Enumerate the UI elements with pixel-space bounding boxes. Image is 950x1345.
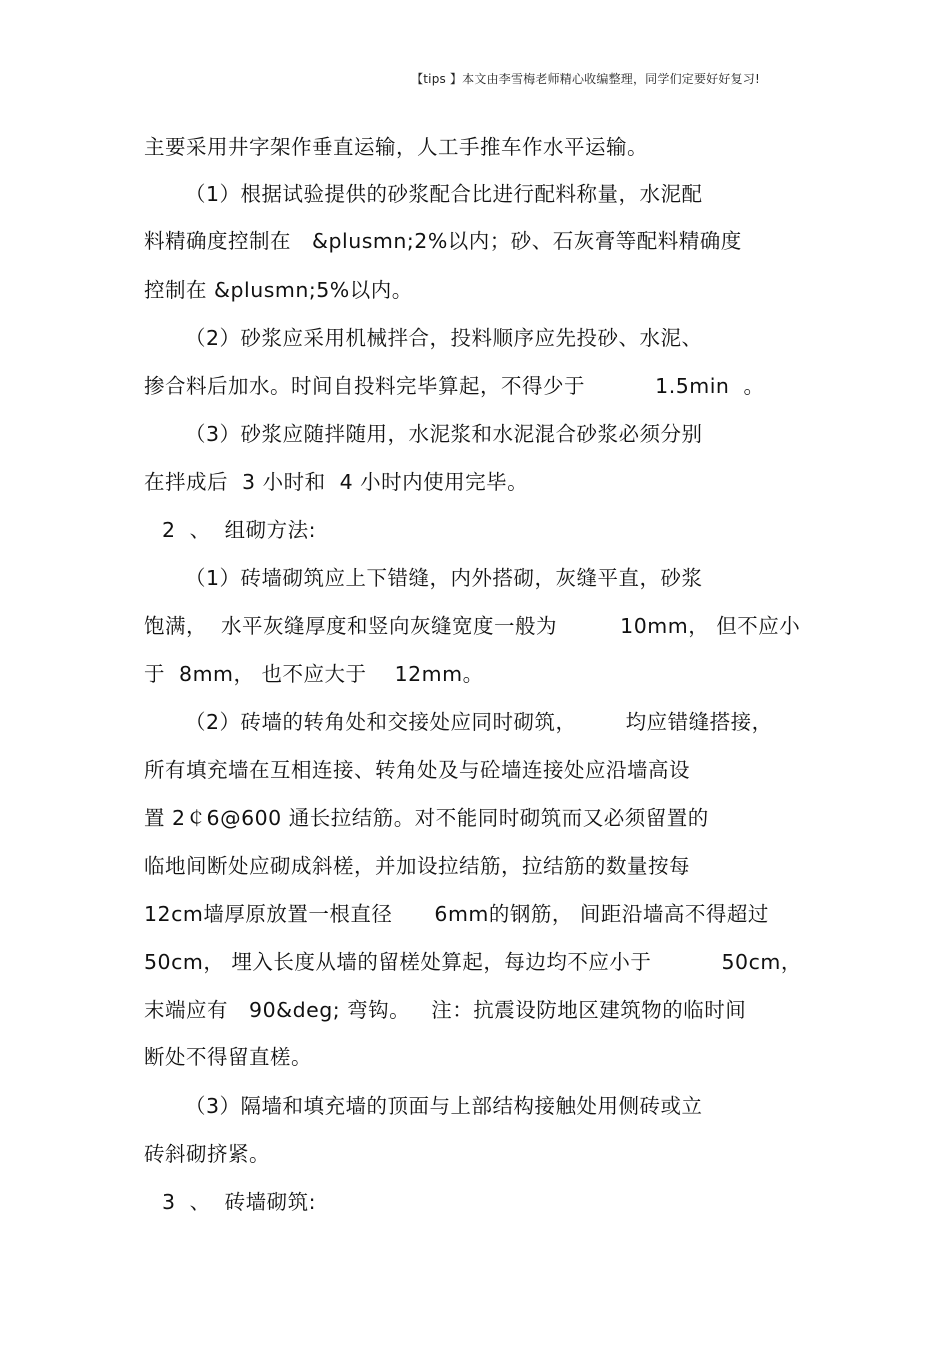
text-line: （2）砂浆应采用机械拌合，投料顺序应先投砂、水泥、 bbox=[185, 326, 703, 350]
text-line: 料精确度控制在 &plusmn;2%以内；砂、石灰膏等配料精确度 bbox=[144, 229, 742, 253]
text-line: 置 2￠6@600 通长拉结筋。对不能同时砌筑而又必须留置的 bbox=[144, 806, 709, 830]
text-line: 所有填充墙在互相连接、转角处及与砼墙连接处应沿墙高设 bbox=[144, 758, 690, 782]
text-line: （2）砖墙的转角处和交接处应同时砌筑， 均应错缝搭接， bbox=[185, 710, 773, 734]
text-line: 2 、 组砌方法: bbox=[162, 518, 317, 542]
text-line: 临地间断处应砌成斜槎，并加设拉结筋，拉结筋的数量按每 bbox=[144, 854, 690, 878]
text-line: （1）根据试验提供的砂浆配合比进行配料称量，水泥配 bbox=[185, 182, 703, 206]
text-line: 50cm， 埋入长度从墙的留槎处算起，每边均不应小于 50cm， bbox=[144, 950, 802, 974]
text-line: 主要采用井字架作垂直运输，人工手推车作水平运输。 bbox=[144, 135, 648, 159]
text-line: 砖斜砌挤紧。 bbox=[144, 1142, 270, 1166]
text-line: 3 、 砖墙砌筑: bbox=[162, 1190, 317, 1214]
text-line: 饱满， 水平灰缝厚度和竖向灰缝宽度一般为 10mm， 但不应小 bbox=[144, 614, 801, 638]
text-line: 12cm墙厚原放置一根直径 6mm的钢筋， 间距沿墙高不得超过 bbox=[144, 902, 769, 926]
text-line: 控制在 &plusmn;5%以内。 bbox=[144, 278, 413, 302]
text-line: 断处不得留直槎。 bbox=[144, 1045, 312, 1069]
text-line: 在拌成后 3 小时和 4 小时内使用完毕。 bbox=[144, 470, 529, 494]
text-line: 于 8mm， 也不应大于 12mm。 bbox=[144, 662, 484, 686]
text-line: 末端应有 90&deg; 弯钩。 注：抗震设防地区建筑物的临时间 bbox=[144, 998, 747, 1022]
text-line: （3）隔墙和填充墙的顶面与上部结构接触处用侧砖或立 bbox=[185, 1094, 703, 1118]
text-line: （3）砂浆应随拌随用，水泥浆和水泥混合砂浆必须分别 bbox=[185, 422, 703, 446]
text-line: （1）砖墙砌筑应上下错缝，内外搭砌，灰缝平直，砂浆 bbox=[185, 566, 703, 590]
text-line: 掺合料后加水。时间自投料完毕算起，不得少于 1.5min 。 bbox=[144, 374, 765, 398]
header-tip: 【tips 】本文由李雪梅老师精心收编整理，同学们定要好好复习! bbox=[411, 72, 760, 86]
